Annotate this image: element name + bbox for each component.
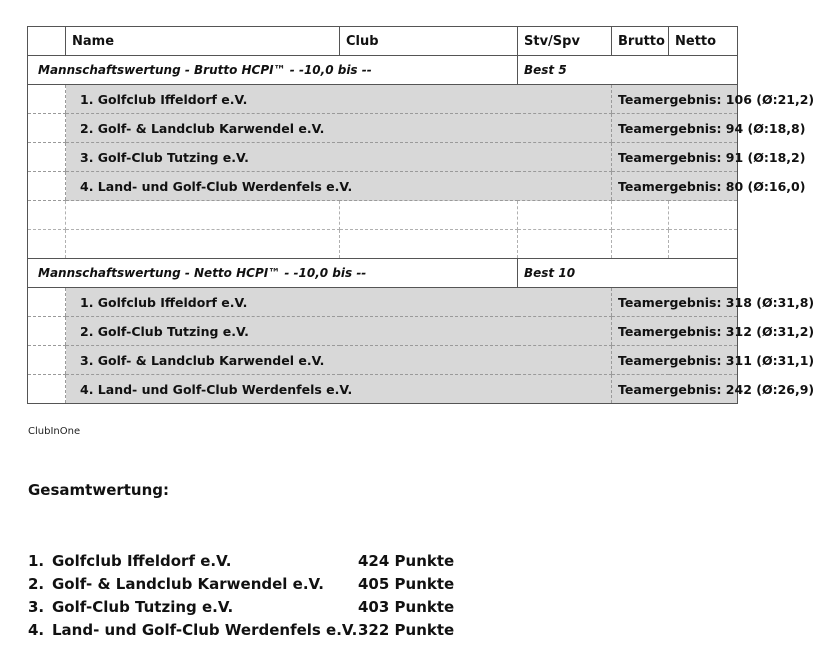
netto-section-title: Mannschaftswertung - Netto HCPI™ - -10,0 bis -- xyxy=(28,259,518,288)
team-name: 1. Golfclub Iffeldorf e.V. xyxy=(66,288,612,317)
list-item xyxy=(28,550,454,573)
gesamt-title: Gesamtwertung: xyxy=(28,481,170,499)
table-row xyxy=(28,143,738,172)
team-name: 1. Golfclub Iffeldorf e.V. xyxy=(66,85,612,114)
table-header-row xyxy=(28,27,738,56)
rank-number: 2. xyxy=(28,575,45,593)
table-row xyxy=(28,346,738,375)
netto-section-header xyxy=(28,259,738,288)
club-name: Golf-Club Tutzing e.V. xyxy=(52,598,234,616)
credit-label: ClubInOne xyxy=(28,426,81,437)
team-score: Teamergebnis: 312 (Ø:31,2) xyxy=(612,317,738,346)
team-name: 2. Golf-Club Tutzing e.V. xyxy=(66,317,612,346)
empty-row xyxy=(28,230,738,259)
header-netto: Netto xyxy=(669,27,738,56)
team-score: Teamergebnis: 311 (Ø:31,1) xyxy=(612,346,738,375)
header-stv: Stv/Spv xyxy=(518,27,612,56)
team-score: Teamergebnis: 106 (Ø:21,2) xyxy=(612,85,738,114)
brutto-section-header xyxy=(28,56,738,85)
team-score: Teamergebnis: 318 (Ø:31,8) xyxy=(612,288,738,317)
club-points: 322 Punkte xyxy=(358,621,455,639)
list-item xyxy=(28,573,454,596)
team-score: Teamergebnis: 91 (Ø:18,2) xyxy=(612,143,738,172)
table-row xyxy=(28,85,738,114)
brutto-section-title: Mannschaftswertung - Brutto HCPI™ - -10,0 bis -- xyxy=(28,56,518,85)
header-brutto: Brutto xyxy=(612,27,669,56)
team-name: 3. Golf- & Landclub Karwendel e.V. xyxy=(66,346,612,375)
team-name: 4. Land- und Golf-Club Werdenfels e.V. xyxy=(66,172,612,201)
netto-section-best: Best 10 xyxy=(518,259,738,288)
header-club: Club xyxy=(340,27,518,56)
club-points: 403 Punkte xyxy=(358,598,455,616)
empty-row xyxy=(28,201,738,230)
club-name: Land- und Golf-Club Werdenfels e.V. xyxy=(52,621,358,639)
brutto-section-best: Best 5 xyxy=(518,56,738,85)
results-table xyxy=(27,26,814,404)
table-row xyxy=(28,114,738,143)
team-name: 2. Golf- & Landclub Karwendel e.V. xyxy=(66,114,612,143)
team-name: 4. Land- und Golf-Club Werdenfels e.V. xyxy=(66,375,612,404)
team-name: 3. Golf-Club Tutzing e.V. xyxy=(66,143,612,172)
team-score: Teamergebnis: 242 (Ø:26,9) xyxy=(612,375,738,404)
rank-number: 4. xyxy=(28,621,45,639)
list-item xyxy=(28,596,454,619)
list-item xyxy=(28,619,454,642)
gesamt-list xyxy=(28,550,454,642)
table-row xyxy=(28,375,738,404)
header-name: Name xyxy=(66,27,340,56)
club-name: Golfclub Iffeldorf e.V. xyxy=(52,552,232,570)
club-name: Golf- & Landclub Karwendel e.V. xyxy=(52,575,324,593)
table-row xyxy=(28,288,738,317)
club-points: 405 Punkte xyxy=(358,575,455,593)
rank-number: 1. xyxy=(28,552,45,570)
team-score: Teamergebnis: 80 (Ø:16,0) xyxy=(612,172,738,201)
club-points: 424 Punkte xyxy=(358,552,455,570)
header-index xyxy=(28,27,66,56)
rank-number: 3. xyxy=(28,598,45,616)
table-row xyxy=(28,317,738,346)
table-row xyxy=(28,172,738,201)
team-score: Teamergebnis: 94 (Ø:18,8) xyxy=(612,114,738,143)
